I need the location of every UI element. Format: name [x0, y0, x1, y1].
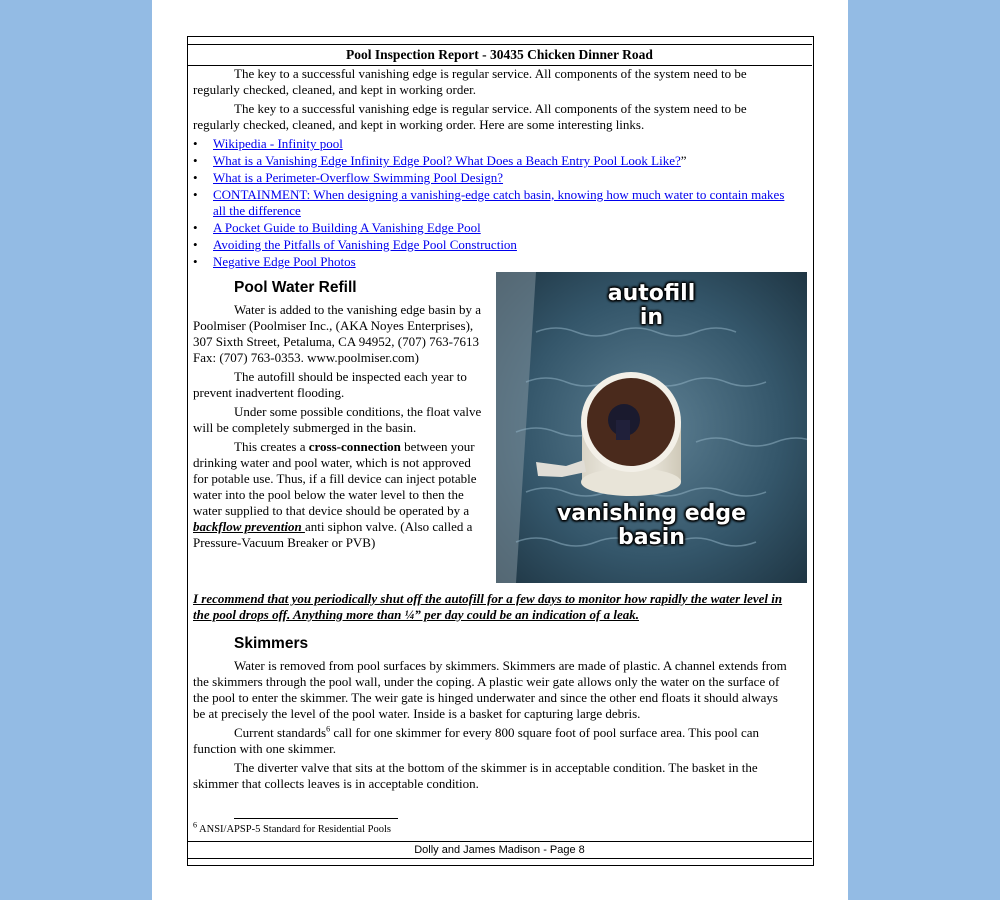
link-item[interactable]	[193, 220, 787, 236]
skimmers-paragraph-1: Water is removed from pool surfaces by skimmers. Skimmers are made of plastic. A channel extends from the skimmers through the pool wall, under the coping. A plastic weir gate allows only the water on the surface of the pool to enter the skimmer. The weir gate is hinged underwater and since the other end floats it should always be at precisely the level of the pool water. Inside is a basket for capturing large debris.	[193, 658, 787, 721]
recommendation-note: I recommend that you periodically shut off the autofill for a few days to monitor how rapidly the water level in the pool drops off. Anything more than ¼” per day could be an indication of a leak.	[193, 591, 783, 622]
footnote-divider	[234, 818, 398, 819]
link-item[interactable]	[193, 136, 787, 152]
section-heading-skimmers: Skimmers	[234, 635, 309, 652]
photo-caption-bottom: vanishing edge basin	[556, 501, 747, 550]
footnote-reference[interactable]: 6	[326, 724, 331, 734]
report-header: Pool Inspection Report - 30435 Chicken Dinner Road	[187, 44, 812, 66]
refill-paragraph-1: Water is added to the vanishing edge basin by a Poolmiser (Poolmiser Inc., (AKA Noyes Enterprises), 307 Sixth Street, Petaluma, CA 94952, (707) 763-7613 Fax: (707) 763-0353. www.poolmiser.com)	[193, 302, 481, 365]
intro-section	[193, 66, 787, 271]
page-footer: Dolly and James Madison - Page 8	[187, 841, 812, 859]
skimmers-paragraph-3: The diverter valve that sits at the bottom of the skimmer is in acceptable condition. The basket in the skimmer that collects leaves is in acceptable condition.	[193, 760, 758, 791]
skimmers-paragraph-2: Current standards$^6$ call for one skimmer for every 800 square foot of pool surface area. This pool can function with one skimmer.	[193, 724, 760, 756]
intro-paragraph-1: The key to a successful vanishing edge is regular service. All components of the system need to be regularly checked, cleaned, and kept in working order.	[193, 66, 747, 97]
footnote: $^6$ ANSI/APSP-5 Standard for Residential Pools	[193, 820, 391, 835]
link-wikipedia[interactable]: Wikipedia - Infinity pool	[213, 136, 343, 151]
refill-paragraph-3: Under some possible conditions, the float valve will be completely submerged in the basin.	[193, 404, 482, 435]
cross-connection-term: cross-connection	[308, 439, 401, 454]
section-heading-refill: Pool Water Refill	[234, 279, 357, 296]
link-avoiding-pitfalls[interactable]: Avoiding the Pitfalls of Vanishing Edge Pool Construction	[213, 237, 517, 252]
photo-caption-top: autofill in	[607, 281, 696, 330]
autofill-photo	[496, 272, 807, 583]
refill-paragraph-2: The autofill should be inspected each year to prevent inadvertent flooding.	[193, 369, 467, 400]
intro-paragraph-2: The key to a successful vanishing edge is regular service. All components of the system need to be regularly checked, cleaned, and kept in working order. Here are some interesting links.	[193, 101, 747, 132]
skimmers-section	[193, 636, 793, 795]
link-perimeter-overflow[interactable]: What is a Perimeter-Overflow Swimming Pool Design?	[213, 170, 504, 185]
pool-water-refill-section	[193, 280, 485, 554]
link-containment[interactable]: CONTAINMENT: When designing a vanishing-edge catch basin, knowing how much water to contain makes all the difference	[213, 187, 785, 218]
link-item[interactable]	[193, 170, 787, 186]
link-pocket-guide[interactable]: A Pocket Guide to Building A Vanishing Edge Pool	[213, 220, 481, 235]
link-item[interactable]	[193, 237, 787, 253]
link-item[interactable]	[193, 187, 787, 219]
link-vanishing-edge-infinity[interactable]: What is a Vanishing Edge Infinity Edge Pool? What Does a Beach Entry Pool Look Like?	[213, 153, 681, 168]
backflow-prevention-link[interactable]: backflow prevention	[193, 519, 305, 534]
refill-paragraph-4: This creates a cross-connection between your drinking water and pool water, which is not approved for potable use. Thus, if a fill device can inject potable water into the pool below the water level to then the water supplied to that device should be operated by a backflow prevention anti siphon valve. (Also called a Pressure-Vacuum Breaker or PVB)	[193, 439, 477, 550]
document-page	[152, 0, 848, 900]
link-item[interactable]: • What is a Vanishing Edge Infinity Edge Pool? What Does a Beach Entry Pool Look Like?”	[193, 153, 787, 169]
link-list	[193, 136, 787, 270]
link-item[interactable]	[193, 254, 787, 270]
link-negative-edge-photos[interactable]: Negative Edge Pool Photos	[213, 254, 356, 269]
